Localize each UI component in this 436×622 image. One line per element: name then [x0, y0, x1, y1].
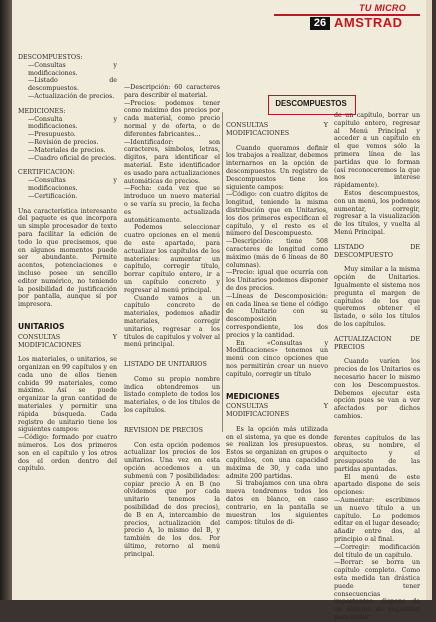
page-number: 26 [310, 17, 330, 30]
column-3 [226, 122, 328, 527]
unitarios-heading: UNITARIOS [18, 321, 65, 331]
body-paragraph: —Descripción: tiene 508 caracteres de longitud como máximo (más de 6 líneas de 80 columnas). [226, 238, 328, 269]
listado-descompuesto-heading: LISTADO DE DESCOMPUESTO [334, 242, 420, 259]
unitarios-paragraph: Los materiales, o unitarios, se organizan en 99 capítulos y en cada uno de ellos tienen cabida 99 materiales, como máximo. Así se puede organizar la gran cantidad de materiales y permitir una rápida búsqueda. Cada registro de unitario tiene los siguientes campos: [18, 356, 117, 434]
column-rule [222, 112, 223, 432]
body-paragraph: —Precios: podemos tener como máximo dos precios por cada material, como precio normal y de oferta, o de diferentes fabricantes... [124, 99, 220, 138]
list1-item: —Consultas y modificaciones. [28, 61, 117, 77]
descompuestos-subheading: CONSULTAS Y MODIFICACIONES [226, 121, 328, 137]
revision-precios-heading: REVISION DE PRECIOS [124, 425, 204, 434]
list2-item: —Cuadro oficial de precios. [28, 154, 117, 162]
list2-item: —Consulta y modificaciones. [28, 115, 117, 131]
body-paragraph: —Fecha: cada vez que se introduce un nuevo material o se varía su precio, la fecha es actualizada automáticamente. [124, 185, 220, 224]
unitarios-subheading: CONSULTAS Y MODIFICACIONES [18, 332, 117, 349]
list3-item: —Certificación. [28, 192, 78, 200]
body-paragraph: —Descripción: 60 caracteres para describir el material. [124, 84, 220, 99]
body-paragraph: Cuando queramos definir los trabajos a realizar, debemos internarnos en la opción de descompuestos. Un registro de Descompuestos tiene los siguiente campos: [226, 144, 328, 191]
body-paragraph: —Aumentar: escribimos un nuevo título a un capítulo. Lo podemos editar en el lugar deseado; añadir entre dos, al principio o al final. [334, 497, 420, 544]
list2-item: —Revisión de precios. [28, 138, 99, 146]
list3-item: —Consultas y modificaciones. [28, 177, 117, 192]
column-2 [124, 84, 220, 559]
body-paragraph: Es la opción más utilizada en el sistema, ya que es donde se realizan los presupuestos. Estos se organizan en grupos o capítulos, con una capacidad máxima de 30, y cada uno admite 200 partidas. [226, 425, 328, 480]
actualizacion-precios-heading: ACTUALIZACION DE PRECIOS [334, 334, 420, 351]
body-paragraph: Con esta opción podemos actualizar los precios de los unitarios. Una vez en esta opción accedemos a un submenú con 7 posibilidades: copiar precio A en B (no olvidemos que por cada unitario tenemos la posibilidad de dos precios), de B en A, intercambio de precios, actualización del precio A, lo mismo del B, y también de los dos. Por último, retorno al menú principal. [124, 441, 220, 558]
brand-title: AMSTRAD [334, 15, 403, 30]
body-paragraph: En «Consultas y Modificaciones» tenemos un menú con cinco opciones que nos permitirán crear un nuevo capítulo, corregir un título [226, 339, 328, 378]
list1-item: —Actualización de precios. [28, 92, 115, 100]
body-paragraph: Podemos seleccionar cuatro opciones en el menú de este apartado, para actualizar los capítulos de los materiales: aumentar un capítulo, corregir título, borrar capítulo entero, ir a un capítulo concreto y regresar al menú principal. [124, 224, 220, 294]
mediciones-subheading: CONSULTAS Y MODIFICACIONES [226, 402, 328, 419]
section-header: TU MICRO [359, 3, 406, 13]
body-paragraph: ferentes capítulos de las obras, su nombre, el arquitecto y el presupuesto de las partidas apuntadas. [334, 434, 420, 473]
magazine-spine [0, 0, 12, 600]
body-paragraph: —Identificador: son caracteres, símbolos, letras, dígitos, para identificar el material. Este identificador es usado para actualizaciones automáticas de precios. [124, 138, 220, 185]
body-paragraph: —Líneas de Descomposición: en cada línea se tiene el código de Unitario con su descomposición correspondiente, los dos precios y la cantidad. [226, 292, 328, 339]
descompuestos-heading: DESCOMPUESTOS [275, 99, 347, 108]
list2-item: —Materiales de precios. [28, 146, 106, 154]
column-4 [334, 112, 420, 622]
body-paragraph: Cuando vamos a un capítulo concreto de materiales, podemos añadir materiales, corregir unitarios, regresar a los títulos de capítulos y volver al menú principal. [124, 294, 220, 349]
body-paragraph: Si trabajamos con una obra nueva tendremos todos los datos en blanco, en caso contrario, en la pantalla se muestran los siguientes campos: títulos de di- [226, 480, 328, 527]
list2-item: —Presupuesto. [28, 131, 76, 139]
body-paragraph: de un capítulo, borrar un capítulo entero, regresar al Menú Principal y acceder a un capítulo en el que vemos sólo la primera línea de las partidas que lo forman (así reconoceremos la que nos interese rápidamente). [334, 112, 420, 190]
body-paragraph: Cuando varíen los precios de los Unitarios es necesario hacer lo mismo con los Descompuestos. Debemos ejecutar esta opción pues se van a ver afectados por dichos cambios. [334, 358, 420, 420]
list1-item: —Listado de descompuestos. [28, 77, 117, 93]
list3-heading: CERTIFICACION: [18, 169, 75, 177]
magazine-page [12, 0, 432, 622]
body-paragraph: —Corregir: modificación del título de un capítulo. [334, 543, 420, 559]
unitarios-code-paragraph: —Código: formado por cuatro números. Los dos primeros son en el capítulo y los otros dos el orden dentro del capítulo. [18, 434, 117, 473]
list2-heading: MEDICIONES: [18, 107, 66, 115]
body-paragraph: Muy similar a la misma opción de Unitarios. Igualmente el sistema nos pregunta el margen de capítulos de los que queremos obtener el listado, o sólo los títulos de los capítulos. [334, 266, 420, 328]
column-1 [18, 54, 117, 473]
page-edge [426, 0, 432, 600]
body-paragraph: —Precio: igual que ocurría con los Unitarios podemos disponer de dos precios. [226, 269, 328, 292]
listado-unitarios-heading: LISTADO DE UNITARIOS [124, 360, 207, 369]
body-paragraph: El menú de este apartado dispone de seis opciones: [334, 473, 420, 497]
body-paragraph: —Código: con cuatro dígitos de longitud, teniendo la misma distribución que en Unitarios, los dos primeros especifican el capítulo, y el resto es el número del Descompuesto. [226, 191, 328, 238]
mediciones-heading: MEDICIONES [226, 391, 280, 401]
body-paragraph: Como su propio nombre indica obtendremos un listado completo de todos los materiales, o de los títulos de los capítulos. [124, 375, 220, 415]
list1-heading: DESCOMPUESTOS: [18, 54, 83, 61]
body-paragraph: Estos descompuestos, con un menú, los podemos aumentar, corregir, regresar a la visualización de los títulos, y vuelta al Menú Principal. [334, 189, 420, 236]
intro-paragraph: Una característica interesante del paquete es que incorpora un simple procesador de texto para facilitar la edición de todo lo que precisemos, que en algunos momentos puede ser abundante. Permite acentos, potenciaciones e incluso posee un sencillo editor numérico, no teniendo la posibilidad de justificación por pantalla, aunque sí por impresora. [18, 207, 117, 309]
body-paragraph: —Borrar: se borra un capítulo completo. Como esta medida tan drástica puede tener consecuencias importantes, dispone de un sistema de seguridad para evitar [334, 559, 420, 622]
